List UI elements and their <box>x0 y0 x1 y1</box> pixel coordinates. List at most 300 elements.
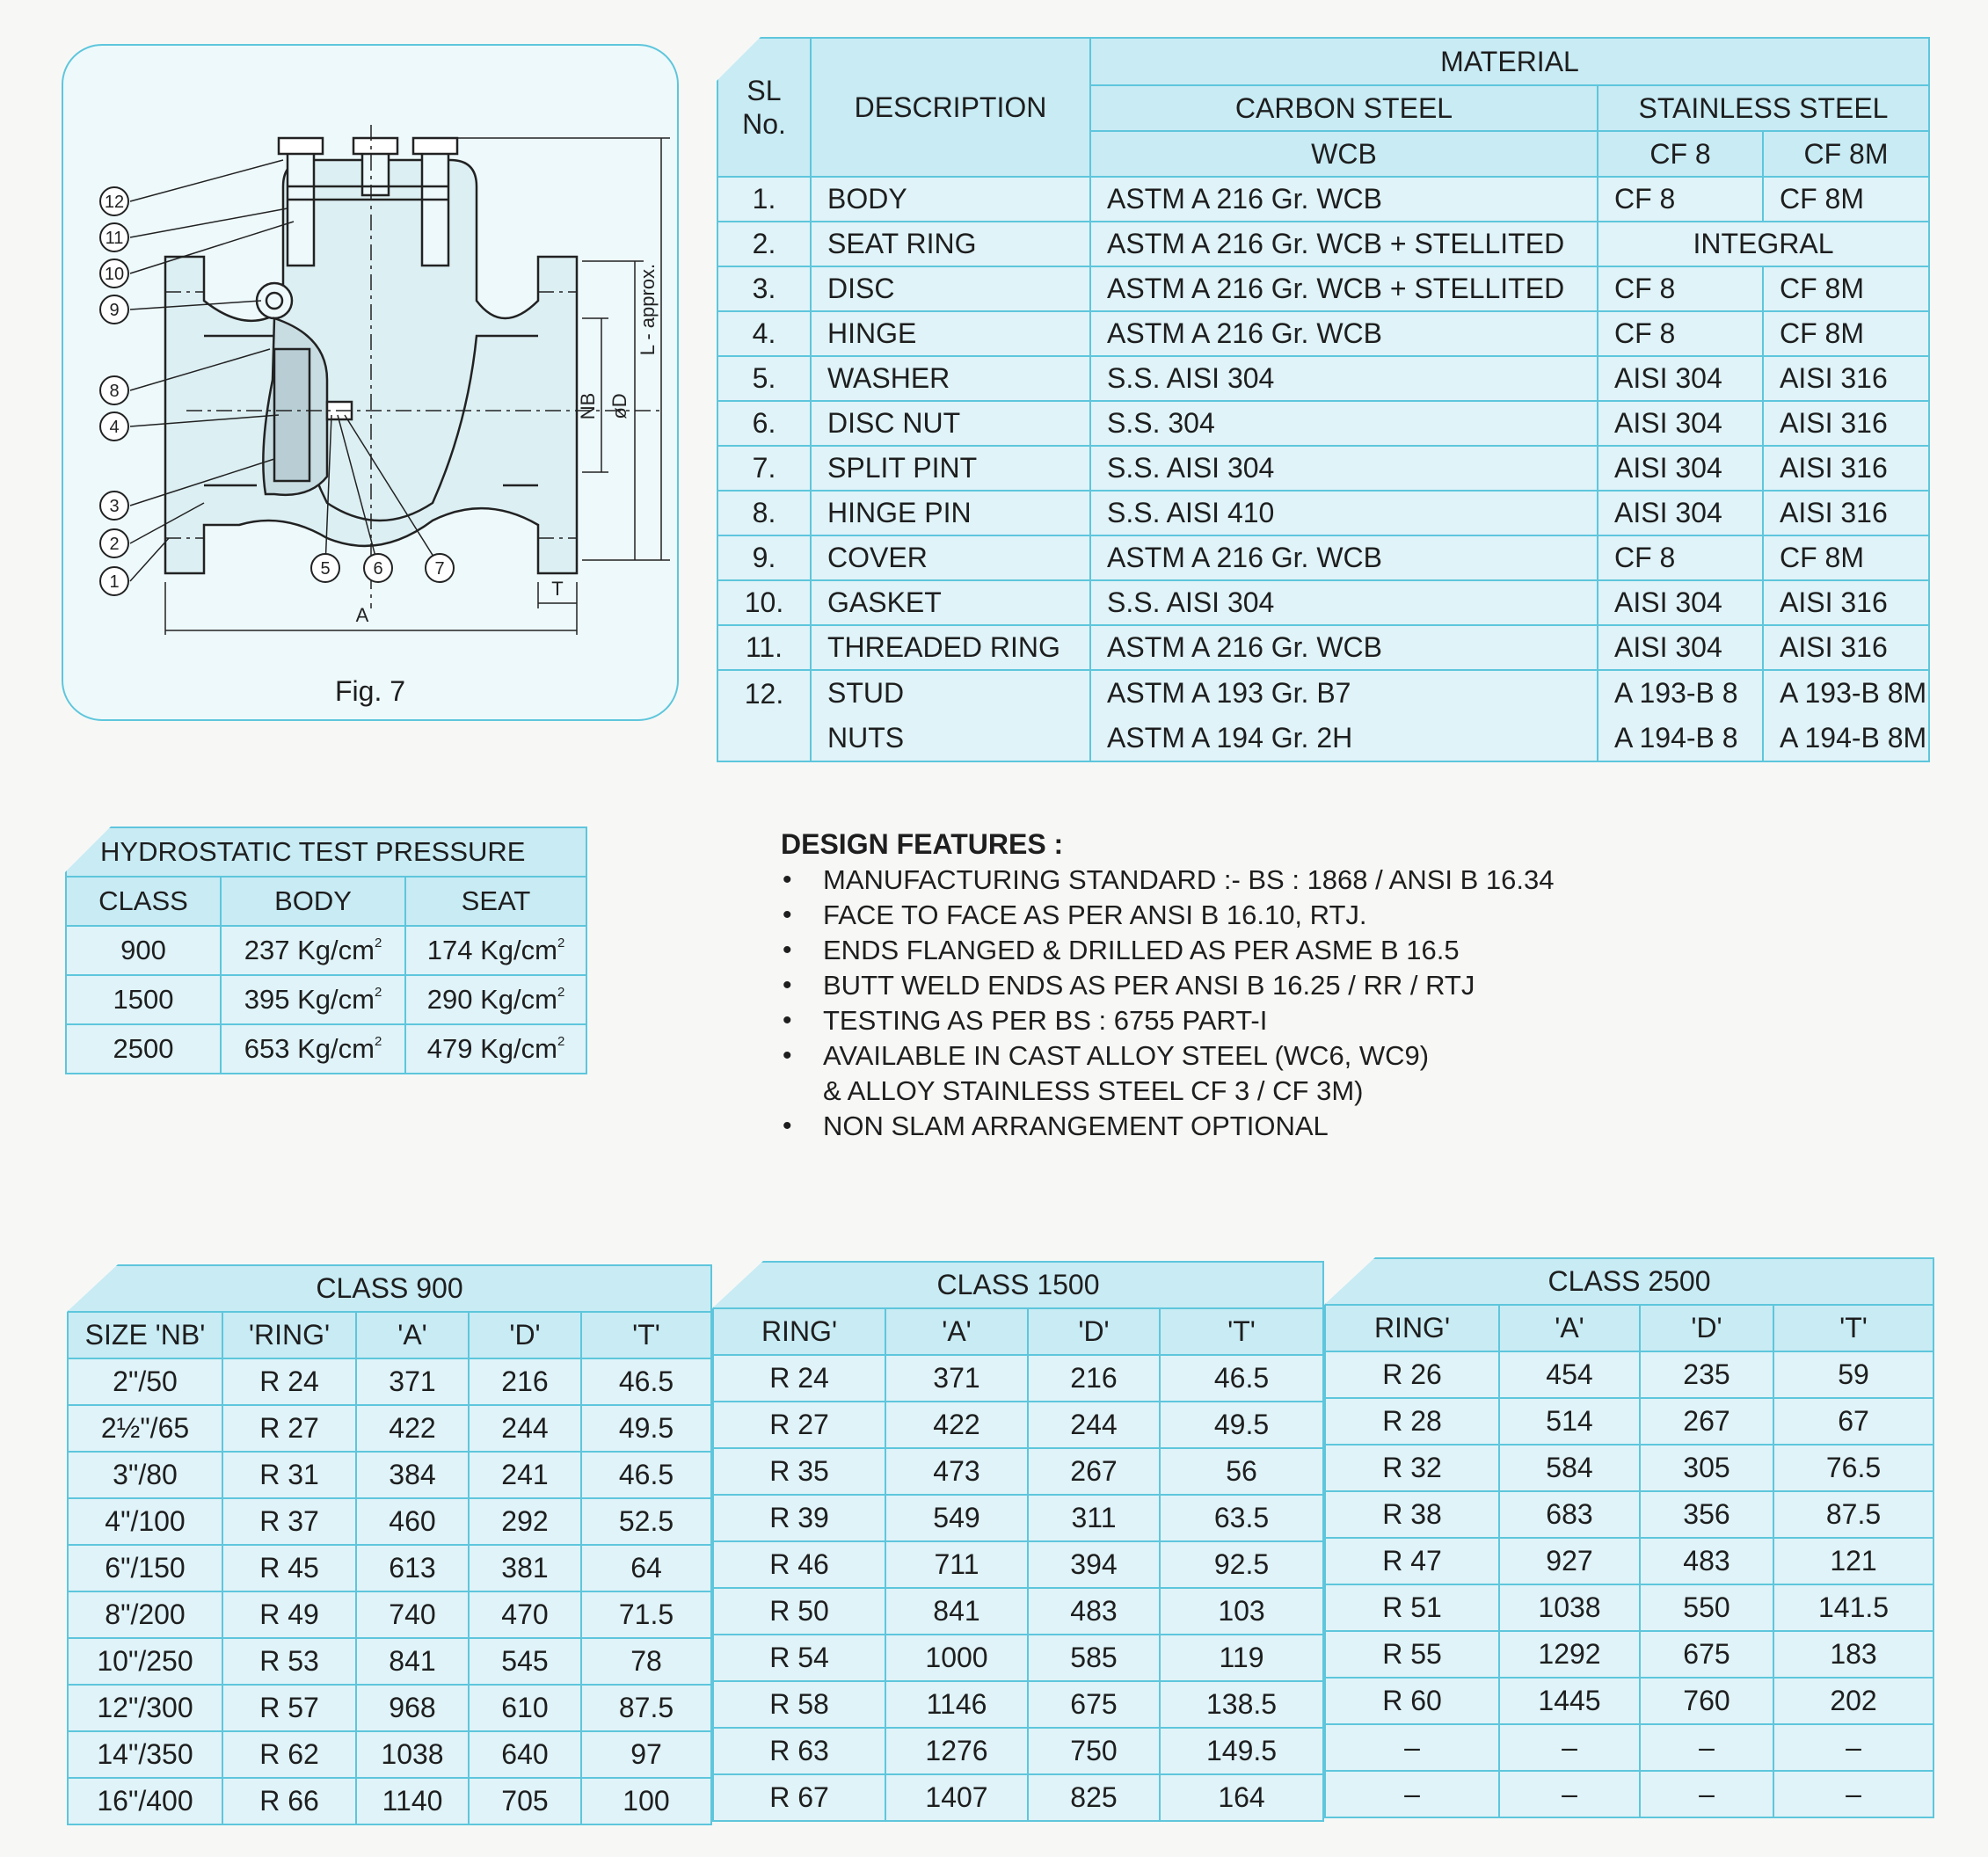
table-cell: ASTM A 216 Gr. WCB + STELLITED <box>1090 222 1598 266</box>
table-cell: AISI 316 <box>1763 356 1929 401</box>
table-cell: R 63 <box>713 1728 885 1774</box>
table-cell: 1292 <box>1499 1631 1640 1678</box>
table-cell: 675 <box>1028 1681 1160 1728</box>
svg-text:8: 8 <box>109 382 120 401</box>
table-cell: 460 <box>356 1498 469 1545</box>
table-row <box>68 1452 711 1498</box>
header-stainless-steel: STAINLESS STEEL <box>1598 85 1929 131</box>
table-row <box>717 580 1929 625</box>
header-carbon-steel: CARBON STEEL <box>1090 85 1598 131</box>
table-cell: 292 <box>469 1498 581 1545</box>
svg-text:6: 6 <box>373 559 383 579</box>
table-row <box>717 311 1929 356</box>
table-cell: 740 <box>356 1591 469 1638</box>
table-cell: R 49 <box>222 1591 356 1638</box>
table-cell: 8"/200 <box>68 1591 222 1638</box>
table-row <box>1325 1724 1933 1771</box>
class-1500-title: CLASS 1500 <box>713 1262 1323 1308</box>
table-cell: A 193-B 8M <box>1763 670 1929 716</box>
table-row <box>68 1591 711 1638</box>
table-row <box>68 1545 711 1591</box>
table-cell: 550 <box>1640 1584 1773 1631</box>
hydro-title: HYDROSTATIC TEST PRESSURE <box>66 827 586 877</box>
table-cell: WASHER <box>811 356 1090 401</box>
table-row <box>717 535 1929 580</box>
table-cell: 267 <box>1028 1448 1160 1495</box>
callout-8 <box>100 376 128 404</box>
table-cell: ASTM A 216 Gr. WCB <box>1090 625 1598 670</box>
table-row <box>66 926 586 975</box>
table-cell: S.S. AISI 410 <box>1090 491 1598 535</box>
table-cell: 4"/100 <box>68 1498 222 1545</box>
table-header-cell: 'A' <box>885 1308 1028 1355</box>
table-cell: 216 <box>1028 1355 1160 1402</box>
table-cell: CF 8M <box>1763 177 1929 222</box>
design-features <box>781 828 1660 1144</box>
table-cell: 87.5 <box>1773 1491 1933 1538</box>
table-row <box>68 1638 711 1685</box>
table-cell: 267 <box>1640 1398 1773 1445</box>
table-cell: CF 8 <box>1598 177 1763 222</box>
table-cell: THREADED RING <box>811 625 1090 670</box>
hydro-header-seat: SEAT <box>405 877 586 926</box>
table-cell: HINGE <box>811 311 1090 356</box>
callout-10 <box>100 259 128 288</box>
table-cell: R 60 <box>1325 1678 1499 1724</box>
table-cell: 121 <box>1773 1538 1933 1584</box>
table-cell: R 24 <box>713 1355 885 1402</box>
table-cell: – <box>1773 1771 1933 1817</box>
table-cell: R 51 <box>1325 1584 1499 1631</box>
table-cell: 305 <box>1640 1445 1773 1491</box>
table-cell: AISI 316 <box>1763 491 1929 535</box>
table-corner-decoration <box>67 1264 118 1312</box>
table-cell: R 54 <box>713 1635 885 1681</box>
figure-panel <box>62 44 679 721</box>
table-cell: 174 $Kg/cm^2$ <box>405 926 586 975</box>
table-row <box>713 1635 1323 1681</box>
table-cell: 454 <box>1499 1351 1640 1398</box>
svg-text:4: 4 <box>109 418 120 437</box>
table-cell: AISI 316 <box>1763 580 1929 625</box>
table-row <box>717 222 1929 266</box>
callout-7 <box>426 554 454 582</box>
table-row <box>1325 1398 1933 1445</box>
table-cell: AISI 316 <box>1763 625 1929 670</box>
table-row <box>1325 1538 1933 1584</box>
table-cell: DISC NUT <box>811 401 1090 446</box>
table-row <box>713 1728 1323 1774</box>
callout-3 <box>100 492 128 520</box>
header-cf8m: CF 8M <box>1763 131 1929 177</box>
table-corner-decoration <box>65 827 111 872</box>
table-row <box>713 1355 1323 1402</box>
table-cell: – <box>1640 1724 1773 1771</box>
table-row <box>1325 1445 1933 1491</box>
table-cell: R 50 <box>713 1588 885 1635</box>
table-cell: BODY <box>811 177 1090 222</box>
table-cell: CF 8 <box>1598 535 1763 580</box>
table-cell: R 47 <box>1325 1538 1499 1584</box>
svg-text:9: 9 <box>109 301 120 320</box>
table-cell: R 27 <box>713 1402 885 1448</box>
table-cell: 371 <box>885 1355 1028 1402</box>
table-cell: 119 <box>1160 1635 1323 1681</box>
table-row <box>717 491 1929 535</box>
table-row <box>68 1358 711 1405</box>
table-cell: 63.5 <box>1160 1495 1323 1541</box>
table-cell: R 37 <box>222 1498 356 1545</box>
list-item: • FACE TO FACE AS PER ANSI B 16.10, RTJ. <box>781 898 1660 933</box>
table-cell: A 194-B 8 <box>1598 716 1763 761</box>
table-cell: – <box>1499 1771 1640 1817</box>
dim-label-l: L - approx. <box>637 263 659 356</box>
class-2500-title: CLASS 2500 <box>1325 1258 1933 1305</box>
table-cell: – <box>1640 1771 1773 1817</box>
list-item: • AVAILABLE IN CAST ALLOY STEEL (WC6, WC9) <box>781 1038 1660 1074</box>
table-cell: 395 $Kg/cm^2$ <box>221 975 405 1024</box>
table-cell: 3"/80 <box>68 1452 222 1498</box>
header-material: MATERIAL <box>1090 38 1929 85</box>
svg-text:12: 12 <box>104 193 125 212</box>
table-cell: R 38 <box>1325 1491 1499 1538</box>
table-cell: A 193-B 8 <box>1598 670 1763 716</box>
list-item: • MANUFACTURING STANDARD :- BS : 1868 / ANSI B 16.34 <box>781 863 1660 898</box>
table-cell: R 32 <box>1325 1445 1499 1491</box>
material-table <box>717 37 1930 762</box>
svg-text:2: 2 <box>109 535 120 554</box>
table-cell: 422 <box>356 1405 469 1452</box>
table-cell: 1276 <box>885 1728 1028 1774</box>
table-cell: 549 <box>885 1495 1028 1541</box>
table-cell: 394 <box>1028 1541 1160 1588</box>
table-cell: 900 <box>66 926 221 975</box>
table-cell: 422 <box>885 1402 1028 1448</box>
table-cell: AISI 316 <box>1763 446 1929 491</box>
svg-text:7: 7 <box>434 559 445 579</box>
table-row <box>68 1731 711 1778</box>
table-cell: 384 <box>356 1452 469 1498</box>
table-cell: 9. <box>717 535 811 580</box>
table-cell: SEAT RING <box>811 222 1090 266</box>
table-corner-decoration <box>712 1261 763 1308</box>
table-cell: – <box>1499 1724 1640 1771</box>
table-cell: 103 <box>1160 1588 1323 1635</box>
table-cell: ASTM A 216 Gr. WCB <box>1090 311 1598 356</box>
table-cell: 675 <box>1640 1631 1773 1678</box>
table-row <box>717 266 1929 311</box>
table-cell: R 67 <box>713 1774 885 1821</box>
table-cell: R 35 <box>713 1448 885 1495</box>
table-cell: 183 <box>1773 1631 1933 1678</box>
table-cell: 683 <box>1499 1491 1640 1538</box>
table-cell: S.S. 304 <box>1090 401 1598 446</box>
table-cell: ASTM A 216 Gr. WCB <box>1090 177 1598 222</box>
table-cell: 825 <box>1028 1774 1160 1821</box>
table-cell: 78 <box>581 1638 711 1685</box>
table-cell: 64 <box>581 1545 711 1591</box>
callout-9 <box>100 295 128 324</box>
table-header-cell: 'A' <box>356 1312 469 1358</box>
svg-text:5: 5 <box>320 559 331 579</box>
table-cell: 610 <box>469 1685 581 1731</box>
table-cell: 3. <box>717 266 811 311</box>
header-wcb: WCB <box>1090 131 1598 177</box>
table-row <box>66 975 586 1024</box>
table-cell: 216 <box>469 1358 581 1405</box>
table-row <box>68 1685 711 1731</box>
callout-12 <box>100 187 128 215</box>
table-cell: 46.5 <box>581 1358 711 1405</box>
table-cell: 244 <box>1028 1402 1160 1448</box>
table-cell: – <box>1325 1724 1499 1771</box>
class-2500-dimensions-table <box>1324 1257 1934 1818</box>
table-cell: R 57 <box>222 1685 356 1731</box>
table-cell: 2"/50 <box>68 1358 222 1405</box>
table-cell: 10. <box>717 580 811 625</box>
dim-label-t: T <box>551 578 564 600</box>
dim-label-od: øD <box>608 393 630 419</box>
table-header-cell: 'D' <box>1640 1305 1773 1351</box>
table-cell: R 55 <box>1325 1631 1499 1678</box>
table-cell: R 39 <box>713 1495 885 1541</box>
table-cell: 141.5 <box>1773 1584 1933 1631</box>
table-cell: 202 <box>1773 1678 1933 1724</box>
table-cell: 87.5 <box>581 1685 711 1731</box>
table-cell: 356 <box>1640 1491 1773 1538</box>
table-row <box>713 1495 1323 1541</box>
callout-5 <box>311 554 339 582</box>
table-cell: 164 <box>1160 1774 1323 1821</box>
table-cell: ASTM A 216 Gr. WCB + STELLITED <box>1090 266 1598 311</box>
figure-caption: Fig. 7 <box>334 675 406 707</box>
table-cell: AISI 316 <box>1763 401 1929 446</box>
table-row <box>68 1405 711 1452</box>
callout-1 <box>100 567 128 595</box>
table-cell: 470 <box>469 1591 581 1638</box>
table-header-cell: 'D' <box>469 1312 581 1358</box>
class-1500-dimensions-table <box>712 1261 1324 1822</box>
table-cell: AISI 304 <box>1598 446 1763 491</box>
table-cell: 12"/300 <box>68 1685 222 1731</box>
table-row <box>68 1778 711 1824</box>
table-cell: ASTM A 216 Gr. WCB <box>1090 535 1598 580</box>
callout-11 <box>100 223 128 251</box>
table-cell: AISI 304 <box>1598 491 1763 535</box>
table-cell: 711 <box>885 1541 1028 1588</box>
table-cell: 750 <box>1028 1728 1160 1774</box>
svg-text:10: 10 <box>104 265 125 284</box>
table-cell: 1. <box>717 177 811 222</box>
table-cell: 2500 <box>66 1024 221 1074</box>
table-cell: 67 <box>1773 1398 1933 1445</box>
table-cell: A 194-B 8M <box>1763 716 1929 761</box>
table-cell: R 28 <box>1325 1398 1499 1445</box>
table-cell: 841 <box>885 1588 1028 1635</box>
table-header-cell: 'T' <box>1773 1305 1933 1351</box>
table-cell: 8. <box>717 491 811 535</box>
table-cell: 12. <box>717 670 811 761</box>
table-cell: DISC <box>811 266 1090 311</box>
table-cell: GASKET <box>811 580 1090 625</box>
table-cell: 10"/250 <box>68 1638 222 1685</box>
svg-text:1: 1 <box>109 572 120 592</box>
table-cell: CF 8 <box>1598 266 1763 311</box>
table-cell: R 62 <box>222 1731 356 1778</box>
table-row <box>717 446 1929 491</box>
table-row <box>713 1402 1323 1448</box>
design-features-title: DESIGN FEATURES : <box>781 828 1064 860</box>
table-row <box>1325 1771 1933 1817</box>
callout-4 <box>100 412 128 441</box>
callout-2 <box>100 529 128 557</box>
table-cell: AISI 304 <box>1598 401 1763 446</box>
table-cell: 640 <box>469 1731 581 1778</box>
table-row <box>717 670 1929 716</box>
table-cell: R 58 <box>713 1681 885 1728</box>
table-corner-decoration <box>1324 1257 1375 1305</box>
table-cell: R 24 <box>222 1358 356 1405</box>
table-cell: S.S. AISI 304 <box>1090 356 1598 401</box>
table-row <box>717 177 1929 222</box>
table-cell: CF 8M <box>1763 535 1929 580</box>
table-cell: R 46 <box>713 1541 885 1588</box>
table-row <box>713 1448 1323 1495</box>
table-cell: HINGE PIN <box>811 491 1090 535</box>
table-cell: 237 $Kg/cm^2$ <box>221 926 405 975</box>
table-cell: 76.5 <box>1773 1445 1933 1491</box>
header-sl-no: SL No. <box>717 38 811 177</box>
table-cell: 927 <box>1499 1538 1640 1584</box>
table-row <box>1325 1631 1933 1678</box>
table-row <box>713 1541 1323 1588</box>
table-header-cell: 'T' <box>1160 1308 1323 1355</box>
dim-label-a: A <box>355 604 369 626</box>
table-cell: ASTM A 194 Gr. 2H <box>1090 716 1598 761</box>
header-cf8: CF 8 <box>1598 131 1763 177</box>
table-cell: CF 8M <box>1763 266 1929 311</box>
valve-cross-section-drawing <box>63 46 681 723</box>
table-cell: 46.5 <box>581 1452 711 1498</box>
table-cell: AISI 304 <box>1598 625 1763 670</box>
table-cell: 59 <box>1773 1351 1933 1398</box>
table-cell: 1140 <box>356 1778 469 1824</box>
table-cell: 1500 <box>66 975 221 1024</box>
table-row <box>717 625 1929 670</box>
table-cell: S.S. AISI 304 <box>1090 580 1598 625</box>
table-cell: 4. <box>717 311 811 356</box>
table-cell: R 45 <box>222 1545 356 1591</box>
table-cell: 2½"/65 <box>68 1405 222 1452</box>
table-cell: 11. <box>717 625 811 670</box>
table-cell: 371 <box>356 1358 469 1405</box>
svg-text:11: 11 <box>105 229 124 248</box>
table-cell: INTEGRAL <box>1598 222 1929 266</box>
table-cell: 6. <box>717 401 811 446</box>
table-cell: 1038 <box>1499 1584 1640 1631</box>
table-cell: COVER <box>811 535 1090 580</box>
table-cell: 613 <box>356 1545 469 1591</box>
table-cell: 56 <box>1160 1448 1323 1495</box>
table-cell: SPLIT PINT <box>811 446 1090 491</box>
table-row <box>66 1024 586 1074</box>
table-cell: CF 8M <box>1763 311 1929 356</box>
table-cell: 381 <box>469 1545 581 1591</box>
table-header-cell: 'RING' <box>222 1312 356 1358</box>
table-cell: S.S. AISI 304 <box>1090 446 1598 491</box>
table-row <box>713 1774 1323 1821</box>
table-cell: 244 <box>469 1405 581 1452</box>
table-cell: 483 <box>1640 1538 1773 1584</box>
table-row <box>1325 1678 1933 1724</box>
table-cell: 241 <box>469 1452 581 1498</box>
table-cell: 14"/350 <box>68 1731 222 1778</box>
table-cell: R 66 <box>222 1778 356 1824</box>
table-cell: – <box>1773 1724 1933 1771</box>
table-row <box>1325 1491 1933 1538</box>
table-cell: R 53 <box>222 1638 356 1685</box>
table-header-cell: 'D' <box>1028 1308 1160 1355</box>
table-cell: STUD <box>811 670 1090 716</box>
table-row <box>717 716 1929 761</box>
list-item: • TESTING AS PER BS : 6755 PART-I <box>781 1003 1660 1038</box>
table-cell: AISI 304 <box>1598 580 1763 625</box>
table-cell: 16"/400 <box>68 1778 222 1824</box>
table-row <box>1325 1351 1933 1398</box>
table-cell: 235 <box>1640 1351 1773 1398</box>
table-cell: 97 <box>581 1731 711 1778</box>
table-cell: 52.5 <box>581 1498 711 1545</box>
table-cell: 1146 <box>885 1681 1028 1728</box>
table-cell: ASTM A 193 Gr. B7 <box>1090 670 1598 716</box>
class-900-dimensions-table <box>67 1264 712 1825</box>
list-item: • NON SLAM ARRANGEMENT OPTIONAL <box>781 1109 1660 1144</box>
table-cell: 49.5 <box>581 1405 711 1452</box>
table-header-cell: SIZE 'NB' <box>68 1312 222 1358</box>
table-cell: 514 <box>1499 1398 1640 1445</box>
list-item: & ALLOY STAINLESS STEEL CF 3 / CF 3M) <box>823 1075 1364 1106</box>
table-cell: 5. <box>717 356 811 401</box>
design-features-list <box>781 863 1660 1144</box>
dim-label-nb: NB <box>577 392 599 420</box>
table-cell: 841 <box>356 1638 469 1685</box>
table-cell: 585 <box>1028 1635 1160 1681</box>
table-cell: 100 <box>581 1778 711 1824</box>
table-cell: 545 <box>469 1638 581 1685</box>
table-cell: 968 <box>356 1685 469 1731</box>
list-item: • BUTT WELD ENDS AS PER ANSI B 16.25 / RR / RTJ <box>781 968 1660 1003</box>
table-cell: – <box>1325 1771 1499 1817</box>
header-description: DESCRIPTION <box>811 38 1090 177</box>
callout-6 <box>364 554 392 582</box>
table-cell: R 31 <box>222 1452 356 1498</box>
table-cell: 7. <box>717 446 811 491</box>
table-cell: 149.5 <box>1160 1728 1323 1774</box>
table-cell: 2. <box>717 222 811 266</box>
table-header-cell: 'T' <box>581 1312 711 1358</box>
table-cell: 483 <box>1028 1588 1160 1635</box>
table-row <box>713 1681 1323 1728</box>
table-cell: 1038 <box>356 1731 469 1778</box>
table-header-cell: 'A' <box>1499 1305 1640 1351</box>
hydrostatic-test-pressure-table <box>65 827 587 1074</box>
table-row <box>1325 1584 1933 1631</box>
table-cell: 290 $Kg/cm^2$ <box>405 975 586 1024</box>
table-cell: 6"/150 <box>68 1545 222 1591</box>
table-cell: 1000 <box>885 1635 1028 1681</box>
table-cell: 71.5 <box>581 1591 711 1638</box>
table-cell: 705 <box>469 1778 581 1824</box>
